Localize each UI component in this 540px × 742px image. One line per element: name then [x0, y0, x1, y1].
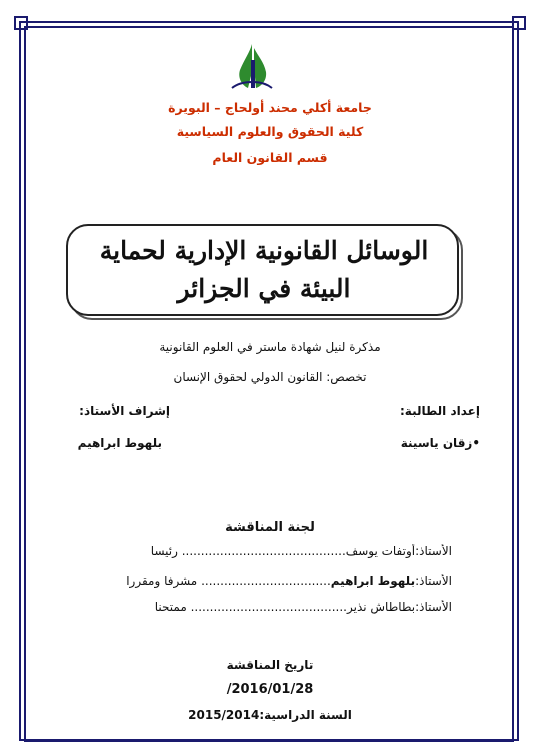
committee-member-row [60, 544, 452, 558]
defense-date-label: تاريخ المناقشة [226, 658, 314, 672]
academic-year-value: 2015/2014 [188, 708, 260, 722]
committee-member-row [60, 600, 452, 614]
member-role: ممتحنا [154, 600, 187, 614]
thesis-title-line1: الوسائل القانونية الإدارية لحماية [99, 236, 429, 265]
member-prefix: الأستاذ: [415, 544, 452, 558]
academic-year [0, 708, 540, 722]
specialty-statement: تخصص: القانون الدولي لحقوق الإنسان [173, 370, 367, 384]
university-logo [228, 42, 276, 92]
defense-date-value: 2016/01/28/ [226, 682, 314, 697]
academic-year-label: السنة الدراسية: [259, 708, 352, 722]
student-label: إعداد الطالبة: [400, 404, 480, 418]
member-dots: ........................................... [181, 544, 346, 558]
border-corner-ornament [14, 16, 28, 30]
faculty-name: كلية الحقوق والعلوم السياسية [176, 124, 364, 139]
member-role: مشرفا ومقررا [126, 574, 198, 588]
member-role: رئيسا [150, 544, 178, 558]
department-name: قسم القانون العام [212, 150, 328, 165]
thesis-title [72, 232, 456, 308]
member-name: بلهوط ابراهيم [330, 574, 416, 588]
member-prefix: الأستاذ: [415, 574, 452, 588]
committee-heading: لجنة المناقشة [225, 520, 315, 535]
student-name: •زقان ياسينة [400, 436, 480, 450]
supervisor-name: بلهوط ابراهيم [77, 436, 162, 450]
degree-statement: مذكرة لنيل شهادة ماستر في العلوم القانونية [159, 340, 381, 354]
thesis-title-line2: البيئة في الجزائر [177, 274, 351, 303]
member-prefix: الأستاذ: [415, 600, 452, 614]
university-name: جامعة أكلي محند أولحاج – البويرة [168, 100, 372, 115]
member-name: أوتفات يوسف [345, 544, 416, 558]
border-corner-ornament [512, 16, 526, 30]
member-name: بطاطاش نذير [346, 600, 416, 614]
member-dots: ......................................... [190, 600, 347, 614]
supervisor-label: إشراف الأستاذ: [79, 404, 170, 418]
committee-member-row [60, 574, 452, 588]
member-dots: .................................. [201, 574, 331, 588]
